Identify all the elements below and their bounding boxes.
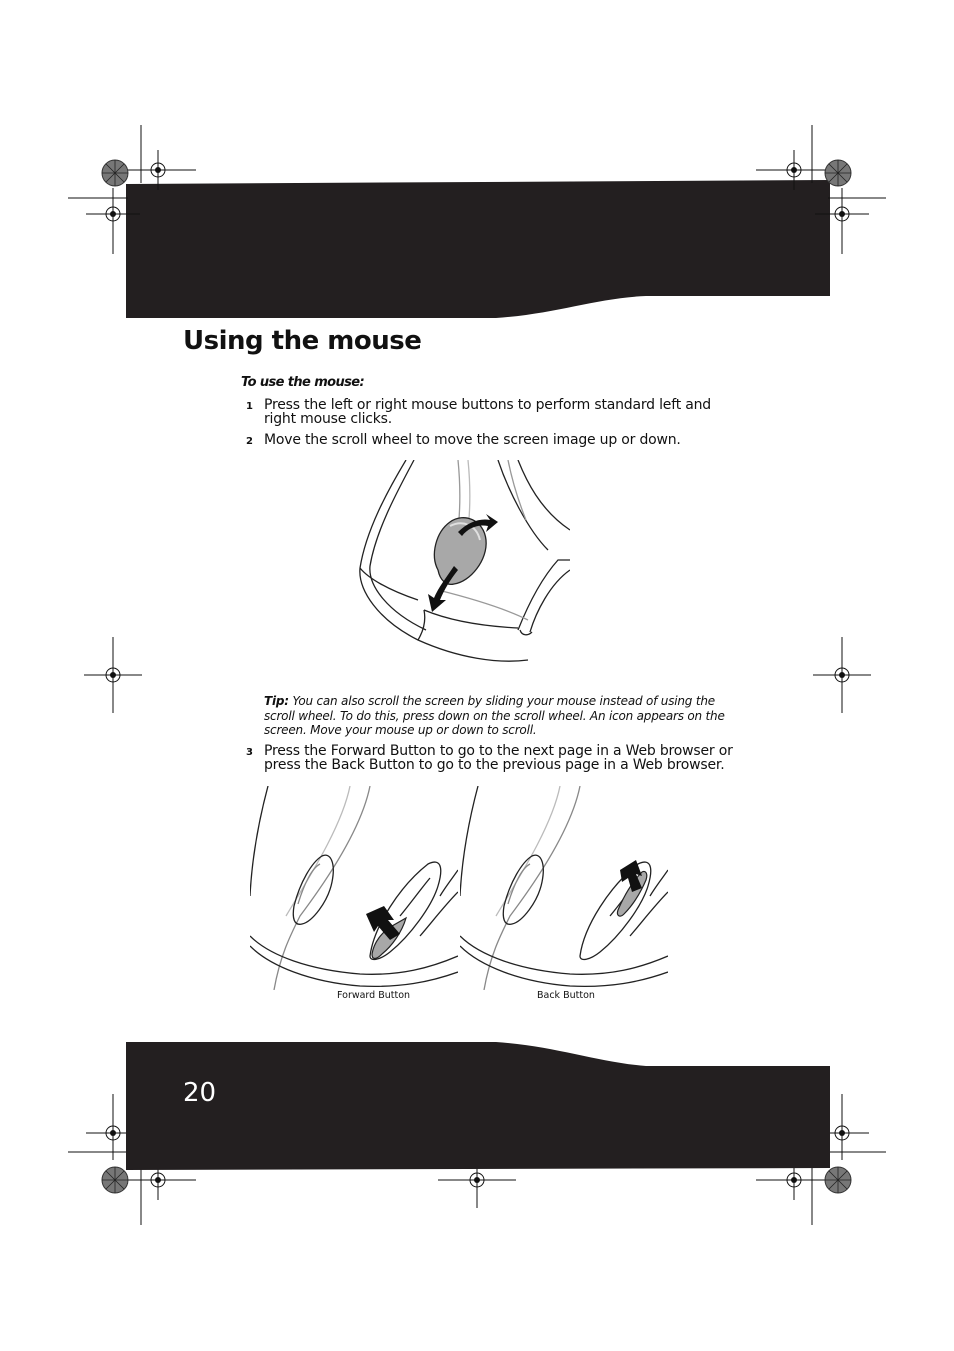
step-text: Press the Forward Button to go to the next page in a Web browser or press the Back Button to go to the previous page in a Web browser. [264,743,733,773]
procedure-intro-label: To use the mouse: [241,375,365,390]
tip-label: Tip: [264,694,289,708]
page-number: 20 [183,1078,217,1108]
step-number: 1 [246,401,253,412]
step-text: Move the scroll wheel to move the screen image up or down. [264,432,681,448]
step-number: 2 [246,436,253,447]
tip-note [264,694,744,738]
scroll-wheel-illustration [358,460,570,668]
forward-button-illustration [250,786,458,990]
step-text: Press the left or right mouse buttons to perform standard left and right mouse clicks. [264,397,711,427]
footer-band [126,1042,830,1170]
forward-button-caption: Forward Button [337,990,411,1001]
page-title: Using the mouse [183,326,422,356]
step-number: 3 [246,747,253,758]
back-button-illustration [460,786,668,990]
tip-text: You can also scroll the screen by sliding your mouse instead of using the scroll wheel. To do this, press down on the scroll wheel. An icon appears on the screen. Move your mouse up or down to scroll. [264,694,725,737]
back-button-caption: Back Button [537,990,595,1001]
